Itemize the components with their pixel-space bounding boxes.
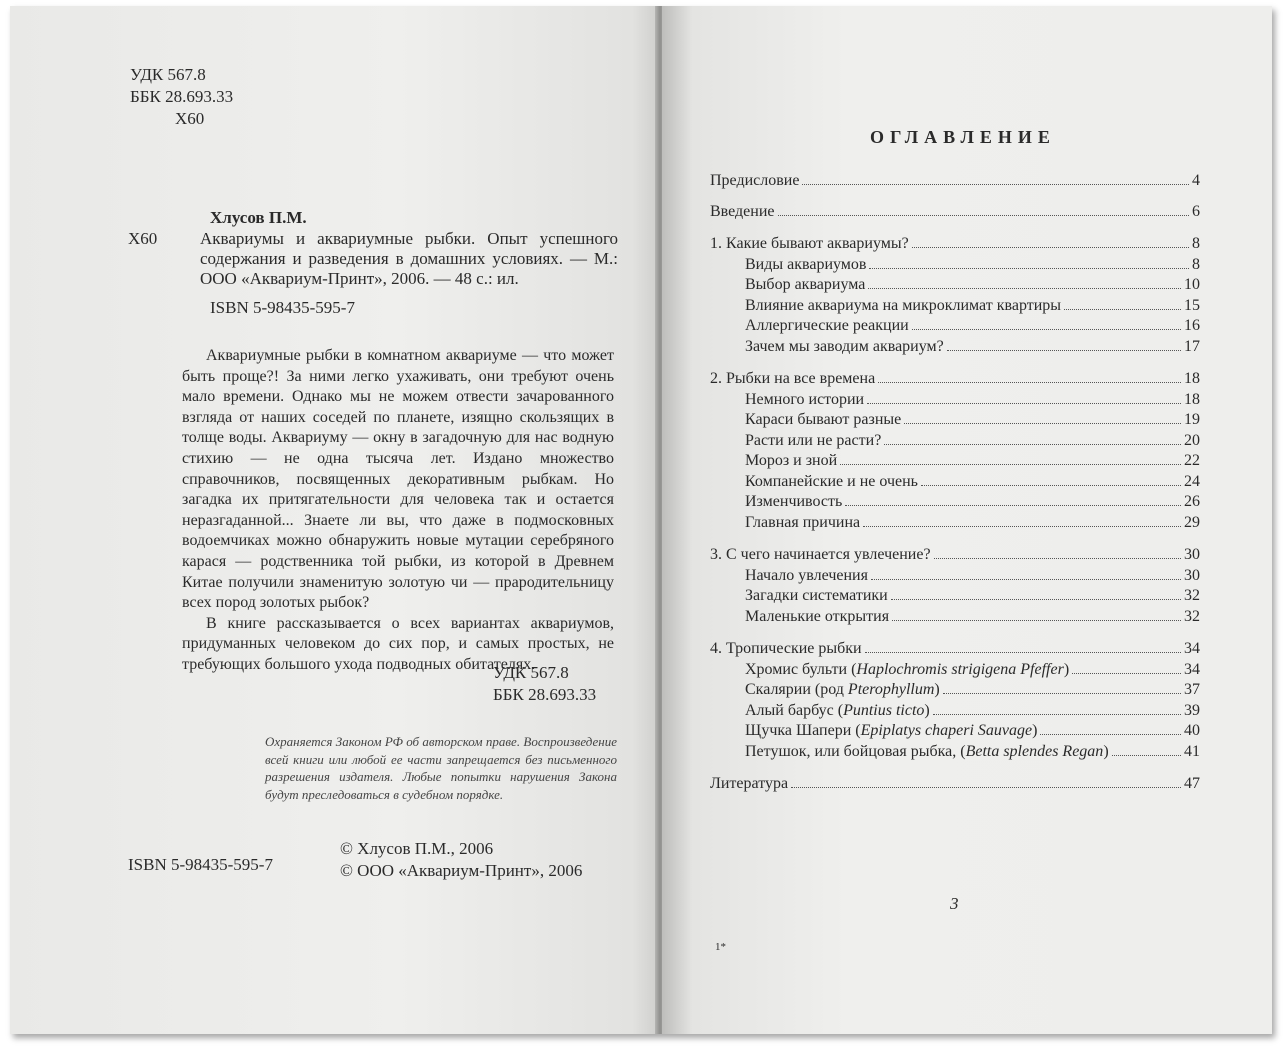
bibliographic-entry: Аквариумы и аквариумные рыбки. Опыт успешного содержания и разведения в домашних условиях. — М.: ООО «Аквариум-Принт», 2006. — 48 с.: ил. bbox=[200, 229, 618, 288]
classification-codes bbox=[130, 64, 233, 130]
toc-entry: Главная причина 29 bbox=[745, 513, 1200, 531]
toc-entry: Изменчивость 26 bbox=[745, 493, 1200, 510]
toc-entry: Петушок, или бойцовая рыбка, (Betta splendes Regan) 41 bbox=[745, 742, 1200, 760]
toc-entry: Хромис бульти (Haplochromis strigigena Pfeffer) 34 bbox=[745, 660, 1200, 678]
toc-entry: Алый барбус (Puntius ticto) 39 bbox=[745, 701, 1200, 719]
margin-index-code: Х60 bbox=[128, 229, 158, 248]
toc-entry: Литература 47 bbox=[710, 775, 1200, 792]
toc-entry: Караси бывают разные 19 bbox=[745, 411, 1200, 428]
toc-entry: Введение 6 bbox=[710, 202, 1200, 220]
book-spread bbox=[10, 6, 1272, 1034]
abstract bbox=[182, 346, 614, 676]
toc-title: ОГЛАВЛЕНИЕ bbox=[870, 127, 1056, 147]
toc-entry: Мороз и зной 22 bbox=[745, 452, 1200, 469]
toc-chapter: 2. Рыбки на все времена 18 bbox=[710, 370, 1200, 387]
table-of-contents bbox=[710, 171, 1200, 795]
toc-entry: Выбор аквариума 10 bbox=[745, 276, 1200, 293]
udk-code: УДК 567.8 bbox=[130, 65, 206, 84]
toc-entry: Расти или не расти? 20 bbox=[745, 431, 1200, 449]
isbn-top: ISBN 5-98435-595-7 bbox=[210, 298, 355, 317]
copyright-lines bbox=[340, 838, 582, 882]
copyright-author: © Хлусов П.М., 2006 bbox=[340, 839, 494, 858]
toc-chapter: 3. С чего начинается увлечение? 30 bbox=[710, 546, 1200, 563]
toc-entry: Начало увлечения 30 bbox=[745, 566, 1200, 584]
bbk-code-bottom: ББК 28.693.33 bbox=[493, 685, 597, 704]
toc-entry: Маленькие открытия 32 bbox=[745, 607, 1200, 625]
author-name: Хлусов П.М. bbox=[210, 208, 307, 227]
toc-entry: Скалярии (род Pterophyllum) 37 bbox=[745, 681, 1200, 698]
toc-chapter: 1. Какие бывают аквариумы? 8 bbox=[710, 235, 1200, 252]
toc-entry: Немного истории 18 bbox=[745, 390, 1200, 408]
copyright-publisher: © ООО «Аквариум-Принт», 2006 bbox=[340, 861, 583, 880]
toc-chapter: 4. Тропические рыбки 34 bbox=[710, 640, 1200, 657]
toc-entry: Зачем мы заводим аквариум? 17 bbox=[745, 337, 1200, 355]
abstract-paragraph: В книге рассказывается о всех вариантах аквариумов, придуманных человеком до сих пор, и самых простых, не требующих большого ухода подводных обитателях. bbox=[182, 614, 614, 673]
bbk-code: ББК 28.693.33 bbox=[130, 87, 234, 106]
toc-entry: Виды аквариумов 8 bbox=[745, 255, 1200, 273]
toc-entry: Влияние аквариума на микроклимат квартиры 15 bbox=[745, 296, 1200, 314]
author-index-code: Х60 bbox=[175, 109, 205, 128]
signature-mark: 1* bbox=[715, 941, 726, 953]
udk-code-bottom: УДК 567.8 bbox=[493, 663, 569, 682]
abstract-paragraph: Аквариумные рыбки в комнатном аквариуме — что может быть проще?! За ними легко ухаживать, они требуют очень мало времени. Однако мы не можем отвести зачарованного взгляда от наших соседей по планете, изящно скользящих в толще воды. Аквариуму — окну в загадочную для нас водную стихию — не одна тысяча лет. Издано множество справочников, посвященных декоративным рыбкам. Но загадка их притягательности для человека так и остается неразгаданной... Знаете ли вы, что даже в подмосковных водоемчиках можно обнаружить новые мутации серебряного карася — родственника той рыбки, из которой в Древнем Китае получили знаменитую золотую чи — прародительницу всех пород золотых рыбок? bbox=[182, 347, 614, 612]
copyright-notice: Охраняется Законом РФ об авторском праве. Воспроизведение всей книги или любой ее части запрещается без письменного разрешения издателя. Любые попытки нарушения Закона будут преследоваться в судебном порядке. bbox=[265, 734, 617, 802]
left-page bbox=[10, 6, 658, 1034]
classification-codes-bottom bbox=[493, 662, 596, 706]
isbn-bottom: ISBN 5-98435-595-7 bbox=[128, 855, 273, 874]
toc-entry: Аллергические реакции 16 bbox=[745, 317, 1200, 334]
toc-entry: Предисловие 4 bbox=[710, 172, 1200, 189]
page-number: 3 bbox=[950, 894, 959, 913]
toc-entry: Компанейские и не очень 24 bbox=[745, 472, 1200, 490]
toc-entry: Загадки систематики 32 bbox=[745, 587, 1200, 604]
toc-entry: Щучка Шапери (Epiplatys chaperi Sauvage) 40 bbox=[745, 722, 1200, 739]
